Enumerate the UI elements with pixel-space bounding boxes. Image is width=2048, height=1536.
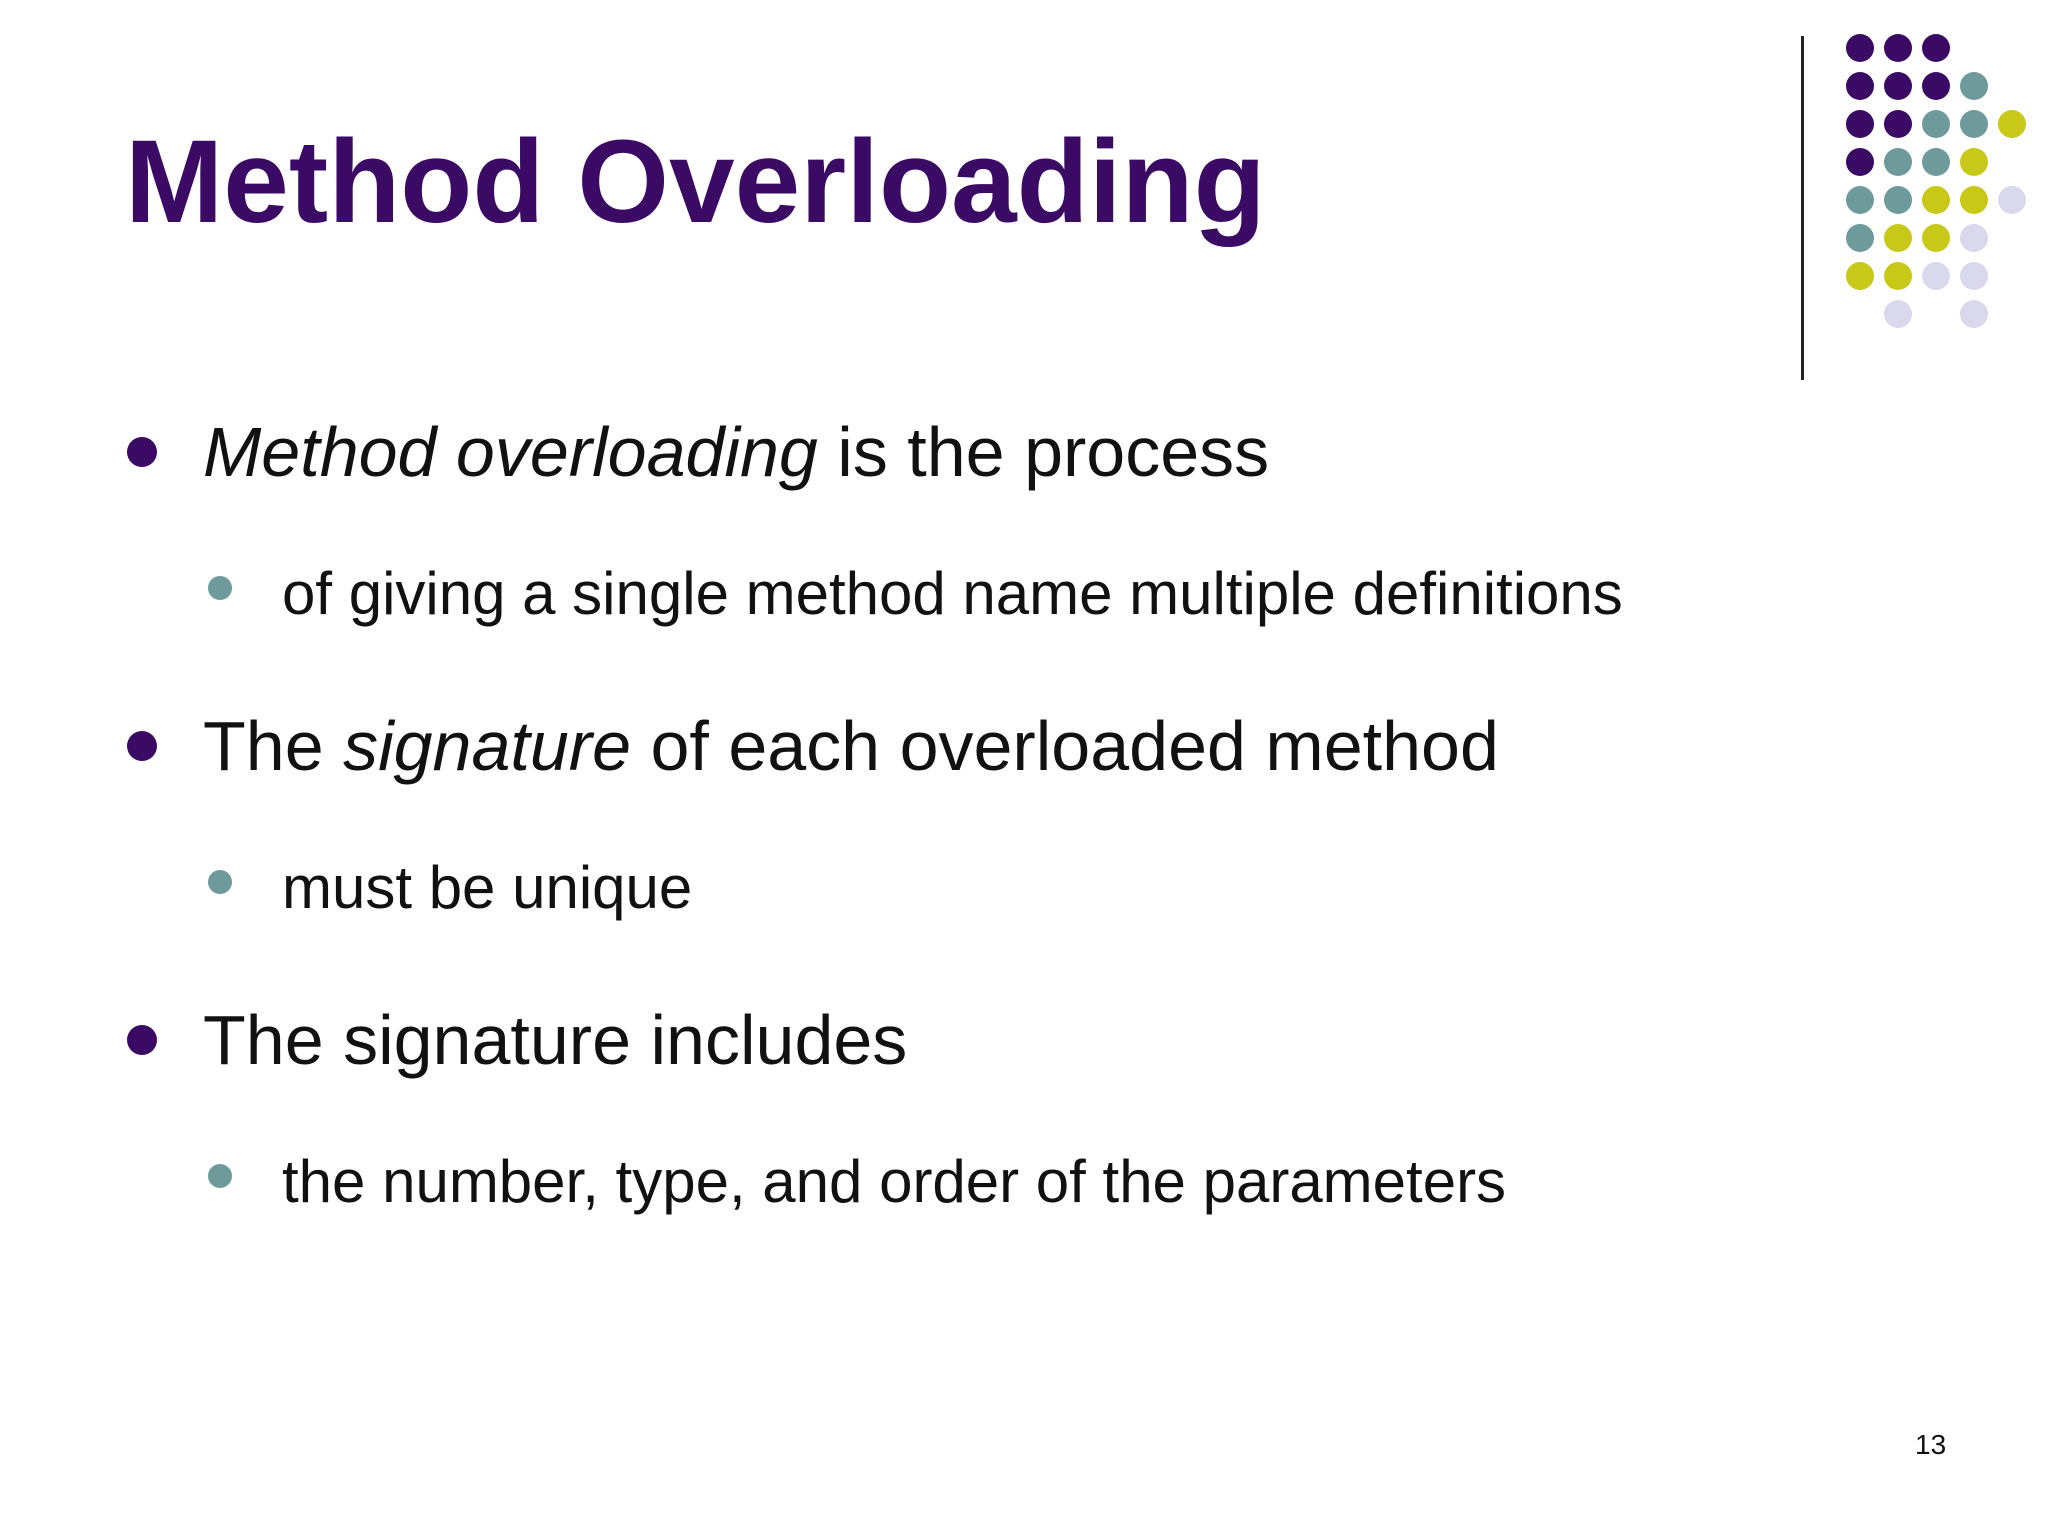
bullet-signature-includes: [203, 998, 907, 1082]
bullet-emphasis: Method overloading: [203, 413, 818, 491]
decorative-dot: [1960, 186, 1988, 214]
bullet-dot-icon: [127, 1025, 157, 1055]
decorative-dot: [1846, 186, 1874, 214]
decorative-dot: [1884, 300, 1912, 328]
decorative-dot: [1960, 148, 1988, 176]
bullet-method-overloading: [203, 410, 1269, 494]
decorative-dot: [1960, 262, 1988, 290]
decorative-dot: [1846, 224, 1874, 252]
decorative-dot: [1846, 34, 1874, 62]
decorative-dot: [1884, 72, 1912, 100]
decorative-dot: [1960, 72, 1988, 100]
decorative-dot: [1884, 262, 1912, 290]
sub-bullet-dot-icon: [208, 576, 232, 600]
bullet-text: is the process: [817, 413, 1270, 491]
sub-bullet-dot-icon: [208, 1164, 232, 1188]
decorative-dot: [1998, 186, 2026, 214]
decorative-dot: [1960, 300, 1988, 328]
sub-bullet-giving-definitions: [282, 558, 1623, 630]
title-divider-line: [1801, 36, 1804, 380]
decorative-dot: [1960, 224, 1988, 252]
bullet-text: of each overloaded method: [631, 707, 1499, 785]
decorative-dot: [1922, 262, 1950, 290]
decorative-dot: [1884, 34, 1912, 62]
slide-title: Method Overloading: [125, 116, 1266, 248]
bullet-dot-icon: [127, 437, 157, 467]
bullet-text: The signature includes: [203, 1001, 908, 1079]
decorative-dot: [1922, 224, 1950, 252]
decorative-dot: [1960, 110, 1988, 138]
decorative-dot: [1846, 110, 1874, 138]
sub-bullet-dot-icon: [208, 870, 232, 894]
decorative-dot: [1922, 148, 1950, 176]
decorative-dot: [1846, 262, 1874, 290]
bullet-prefix: The: [203, 707, 344, 785]
decorative-dot: [1884, 186, 1912, 214]
decorative-dot: [1922, 72, 1950, 100]
decorative-dot: [1922, 110, 1950, 138]
sub-bullet-text: the number, type, and order of the parameters: [282, 1148, 1507, 1215]
sub-bullet-text: of giving a single method name multiple definitions: [282, 560, 1623, 627]
sub-bullet-must-be-unique: [282, 852, 692, 924]
decorative-dot: [1922, 34, 1950, 62]
decorative-dot: [1884, 224, 1912, 252]
decorative-dot: [1998, 110, 2026, 138]
sub-bullet-number-type-order: [282, 1146, 1506, 1218]
bullet-emphasis: signature: [343, 707, 632, 785]
decorative-dot: [1884, 110, 1912, 138]
decorative-dot: [1846, 148, 1874, 176]
decorative-dot: [1846, 72, 1874, 100]
sub-bullet-text: must be unique: [282, 854, 693, 921]
bullet-dot-icon: [127, 731, 157, 761]
bullet-signature-of-each: [203, 704, 1499, 788]
decorative-dot: [1884, 148, 1912, 176]
decorative-dot: [1922, 186, 1950, 214]
page-number: 13: [1915, 1429, 1947, 1460]
